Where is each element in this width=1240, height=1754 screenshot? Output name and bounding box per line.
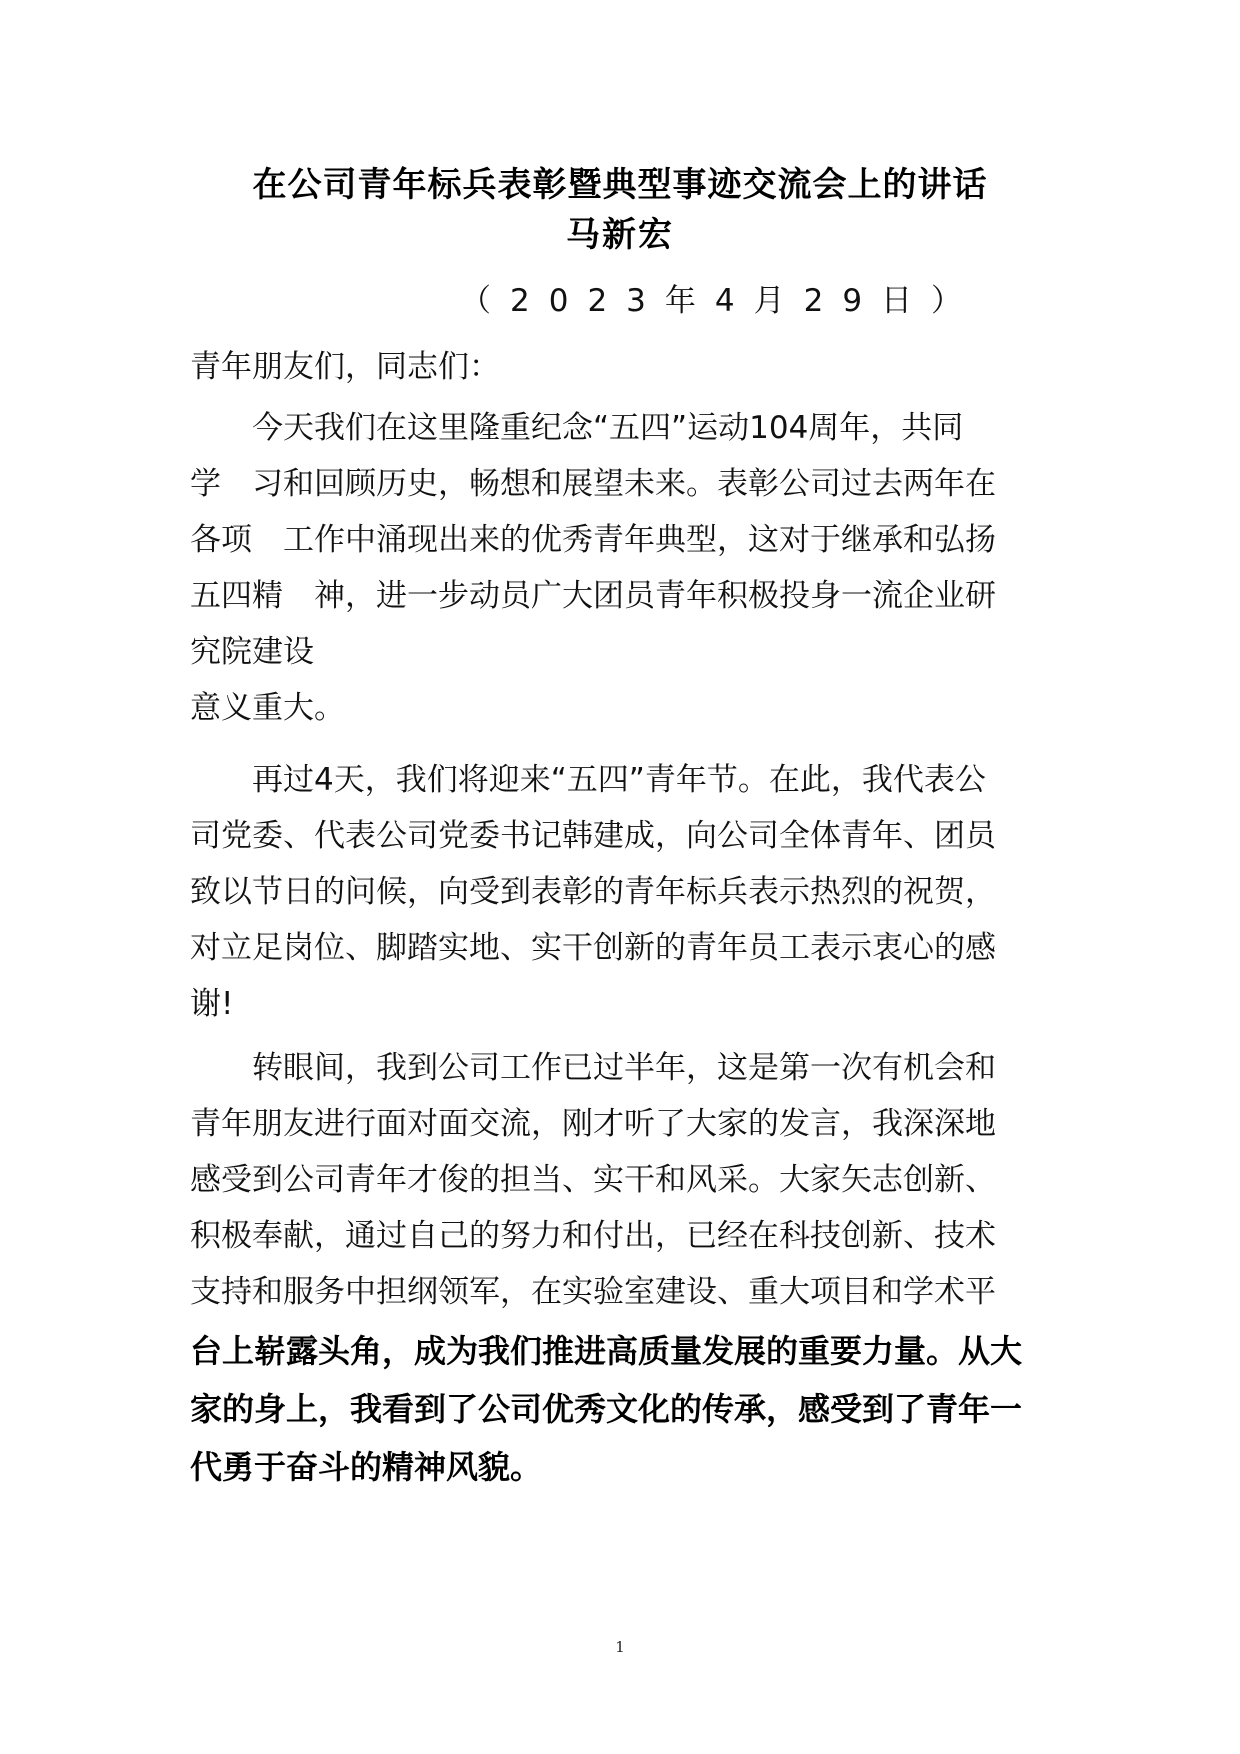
speech-date: （2023年4月29日） (460, 283, 982, 319)
paragraph-line: 对立足岗位、脚踏实地、实干创新的青年员工表示衷心的感 (190, 930, 996, 966)
paragraph-2 (190, 752, 1070, 1032)
paragraph-line: 司党委、代表公司党委书记韩建成，向公司全体青年、团员 (190, 818, 996, 854)
paragraph-line: 感受到公司青年才俊的担当、实干和风采。大家矢志创新、 (190, 1162, 996, 1198)
paragraph-line: 代勇于奋斗的精神风貌。 (190, 1448, 543, 1486)
document-title: 在公司青年标兵表彰暨典型事迹交流会上的讲话 (252, 165, 988, 205)
paragraph-line: 台上崭露头角，成为我们推进高质量发展的重要力量。从大 (190, 1332, 1023, 1370)
paragraph-line: 积极奉献，通过自己的努力和付出，已经在科技创新、技术 (190, 1218, 996, 1254)
paragraph-1 (190, 400, 1070, 736)
paragraph-4-bold (190, 1322, 1070, 1496)
author-name: 马新宏 (566, 215, 674, 255)
page-number: 1 (615, 1638, 625, 1656)
paragraph-line: 究院建设 (190, 634, 314, 670)
paragraph-line: 致以节日的问候，向受到表彰的青年标兵表示热烈的祝贺， (190, 874, 996, 910)
paragraph-line: 家的身上，我看到了公司优秀文化的传承，感受到了青年一 (190, 1390, 1023, 1428)
paragraph-line: 再过4天，我们将迎来“五四”青年节。在此，我代表公 (190, 762, 986, 798)
paragraph-line: 意义重大。 (190, 690, 345, 726)
paragraph-line: 支持和服务中担纲领军，在实验室建设、重大项目和学术平 (190, 1274, 996, 1310)
paragraph-line: 青年朋友进行面对面交流，刚才听了大家的发言，我深深地 (190, 1106, 996, 1142)
paragraph-3 (190, 1040, 1070, 1320)
paragraph-line: 五四精 神，进一步动员广大团员青年积极投身一流企业研 (190, 578, 996, 614)
paragraph-line: 各项 工作中涌现出来的优秀青年典型，这对于继承和弘扬 (190, 522, 996, 558)
paragraph-line: 学 习和回顾历史，畅想和展望未来。表彰公司过去两年在 (190, 466, 996, 502)
paragraph-line: 转眼间，我到公司工作已过半年，这是第一次有机会和 (190, 1050, 996, 1086)
paragraph-line: 谢! (190, 986, 234, 1022)
paragraph-line: 今天我们在这里隆重纪念“五四”运动104周年，共同 (190, 410, 964, 446)
greeting: 青年朋友们，同志们： (190, 349, 500, 385)
